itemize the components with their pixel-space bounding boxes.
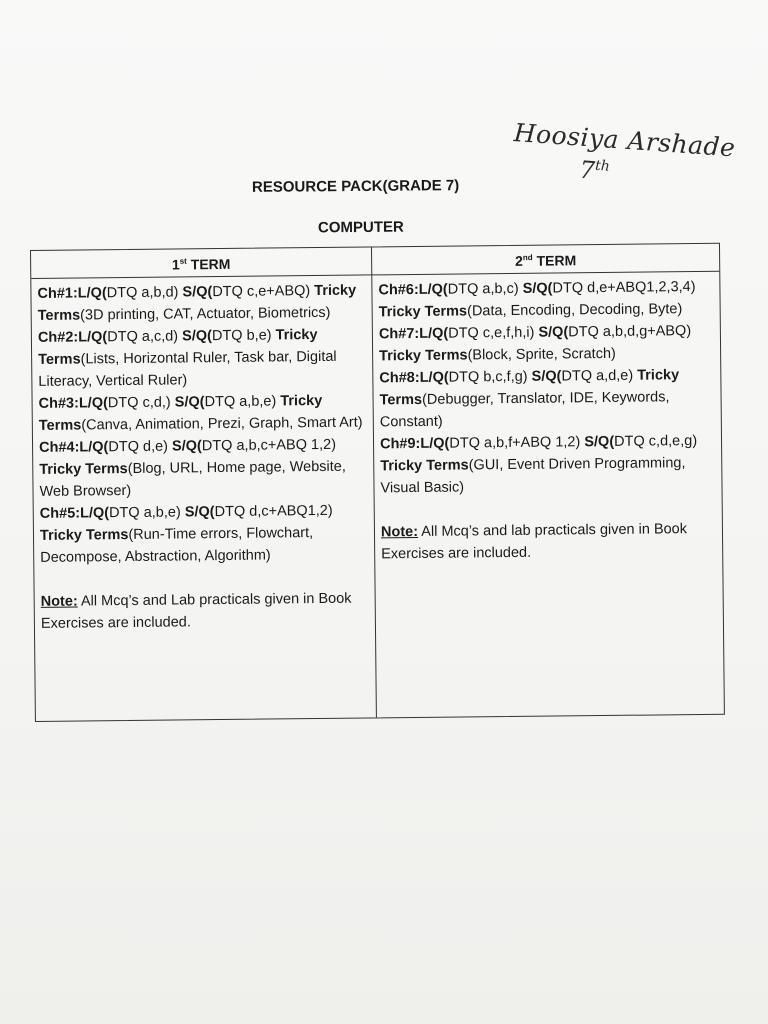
chapter-entry: Ch#5:L/Q(DTQ a,b,e) S/Q(DTQ d,c+ABQ1,2) Tricky Terms(Run-Time errors, Flowchart, Decompose, Abstraction, Algorithm) — [39, 502, 333, 566]
chapter-entry: Ch#8:L/Q(DTQ b,c,f,g) S/Q(DTQ a,d,e) Tricky Terms(Debugger, Translator, IDE, Keywords, Constant) — [379, 367, 680, 431]
chapter-entry: Ch#7:L/Q(DTQ c,e,f,h,i) S/Q(DTQ a,b,d,g+ABQ) Tricky Terms(Block, Sprite, Scratch) — [378, 323, 692, 365]
term-note: Note: All Mcq’s and lab practicals given in Book Exercises are included. — [380, 521, 688, 563]
handwritten-annotation — [511, 118, 737, 194]
handwritten-name: Hoosiya Arshade — [512, 118, 737, 163]
term-header-1: 1st TERM — [31, 247, 372, 279]
term-note: Note: All Mcq’s and Lab practicals given in Book Exercises are included. — [40, 590, 352, 632]
handwritten-grade: 7th — [578, 155, 611, 185]
term-table — [30, 243, 725, 722]
document-title: RESOURCE PACK(GRADE 7) — [251, 177, 460, 196]
term-1-content — [31, 275, 377, 721]
chapter-entry: Ch#6:L/Q(DTQ a,b,c) S/Q(DTQ d,e+ABQ1,2,3,4) Tricky Terms(Data, Encoding, Decoding, Byte) — [378, 279, 696, 321]
chapter-entry: Ch#4:L/Q(DTQ d,e) S/Q(DTQ a,b,c+ABQ 1,2) Tricky Terms(Blog, URL, Home page, Website, Web Browser) — [38, 436, 346, 500]
chapter-entry: Ch#3:L/Q(DTQ c,d,) S/Q(DTQ a,b,e) Tricky Terms(Canva, Animation, Prezi, Graph, Smart Art) — [38, 392, 363, 434]
term-2-content — [372, 272, 724, 718]
term-header-2: 2nd TERM — [372, 244, 719, 276]
chapter-entry: Ch#2:L/Q(DTQ a,c,d) S/Q(DTQ b,e) Tricky Terms(Lists, Horizontal Ruler, Task bar, Digital Literacy, Vertical Ruler) — [37, 326, 337, 390]
chapter-entry: Ch#9:L/Q(DTQ a,b,f+ABQ 1,2) S/Q(DTQ c,d,e,g) Tricky Terms(GUI, Event Driven Programming, Visual Basic) — [379, 433, 698, 497]
chapter-entry: Ch#1:L/Q(DTQ a,b,d) S/Q(DTQ c,e+ABQ) Tricky Terms(3D printing, CAT, Actuator, Biometrics) — [37, 282, 357, 324]
document-subtitle: COMPUTER — [317, 218, 404, 237]
